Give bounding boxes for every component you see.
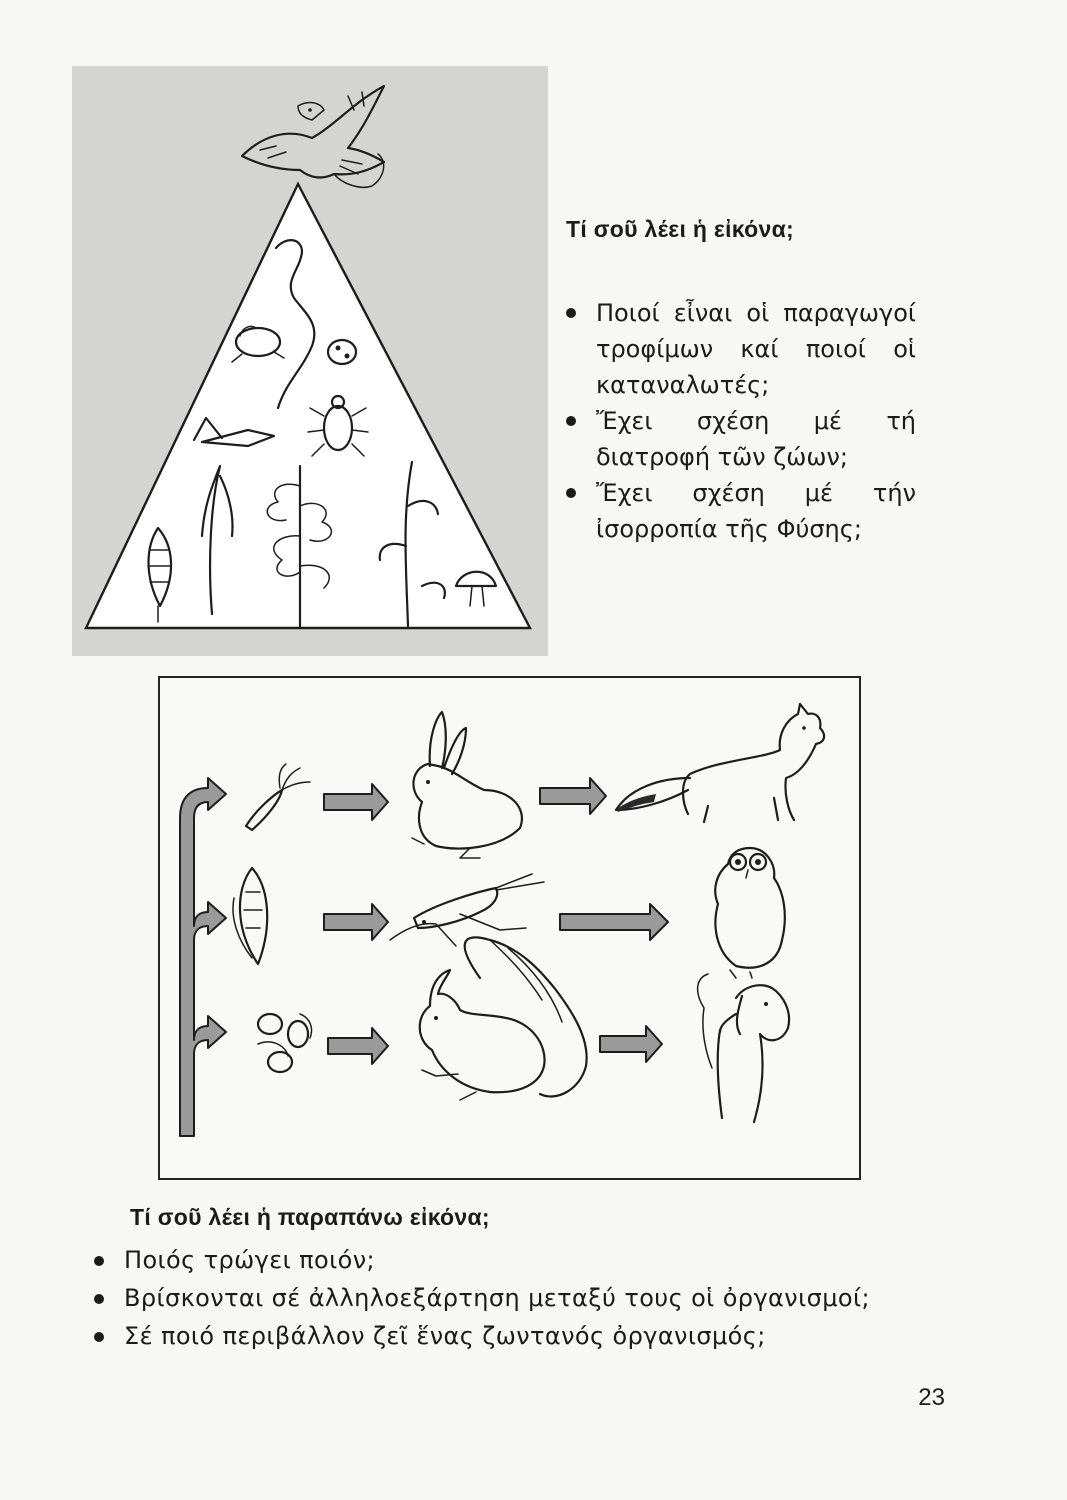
arrow-acorn-to-squirrel: [328, 1028, 388, 1064]
acorn-drawing: [258, 1014, 312, 1072]
bullet-icon: [566, 308, 576, 318]
bullet-icon: [94, 1294, 104, 1304]
list-item: [94, 1279, 950, 1317]
dog-drawing: [698, 974, 789, 1122]
bullet-icon: [566, 488, 576, 498]
list-item: [566, 403, 916, 475]
eagle-drawing: [242, 86, 384, 187]
bullet-icon: [94, 1256, 104, 1266]
question-title-top: Τί σοῦ λέει ἡ εἰκόνα;: [566, 216, 795, 242]
fox-drawing: [616, 704, 824, 822]
owl-drawing: [715, 848, 785, 978]
squirrel-drawing: [420, 937, 587, 1100]
arrow-grasshopper-to-owl: [560, 904, 668, 940]
question-text: Ποιός τρώγει ποιόν;: [124, 1246, 375, 1274]
pyramid-outline: [86, 184, 530, 628]
arrow-corn-to-grasshopper: [324, 904, 388, 940]
rabbit-drawing: [412, 712, 522, 858]
arrow-rabbit-to-fox: [540, 778, 606, 814]
carrot-drawing: [246, 764, 310, 830]
question-block-top: [566, 216, 926, 547]
arrow-squirrel-to-dog: [600, 1026, 662, 1062]
corn-drawing: [233, 868, 267, 964]
list-item: [94, 1241, 950, 1279]
list-item: [566, 475, 916, 547]
bullet-icon: [566, 416, 576, 426]
question-title-bottom: Τί σοῦ λέει ἡ παραπάνω εἰκόνα;: [130, 1204, 490, 1230]
list-item: [566, 295, 916, 403]
question-text: Σέ ποιό περιβάλλον ζεῖ ἕνας ζωντανός ὀργανισμός;: [124, 1322, 766, 1350]
question-list-bottom: [94, 1241, 950, 1355]
question-text: Ἔχει σχέση μέ τή διατροφή τῶν ζώων;: [596, 407, 916, 471]
arrow-carrot-to-rabbit: [324, 784, 388, 820]
list-item: [94, 1317, 950, 1355]
question-text: Ἔχει σχέση μέ τήν ἰσορροπία τῆς Φύσης;: [596, 479, 916, 543]
food-pyramid-illustration: [72, 66, 548, 656]
bullet-icon: [94, 1332, 104, 1342]
question-text: Βρίσκονται σέ ἀλληλοεξάρτηση μεταξύ τους οἱ ὀργανισμοί;: [124, 1284, 870, 1312]
question-list-top: [566, 295, 926, 547]
grasshopper-drawing: [390, 874, 544, 946]
page-number: 23: [918, 1384, 945, 1411]
branch-arrow: [180, 778, 226, 1136]
question-text: Ποιοί εἶναι οἱ παραγωγοί τροφίμων καί ποιοί οἱ καταναλωτές;: [596, 299, 916, 399]
question-block-bottom: [124, 1204, 950, 1355]
food-chain-diagram: [158, 676, 861, 1180]
